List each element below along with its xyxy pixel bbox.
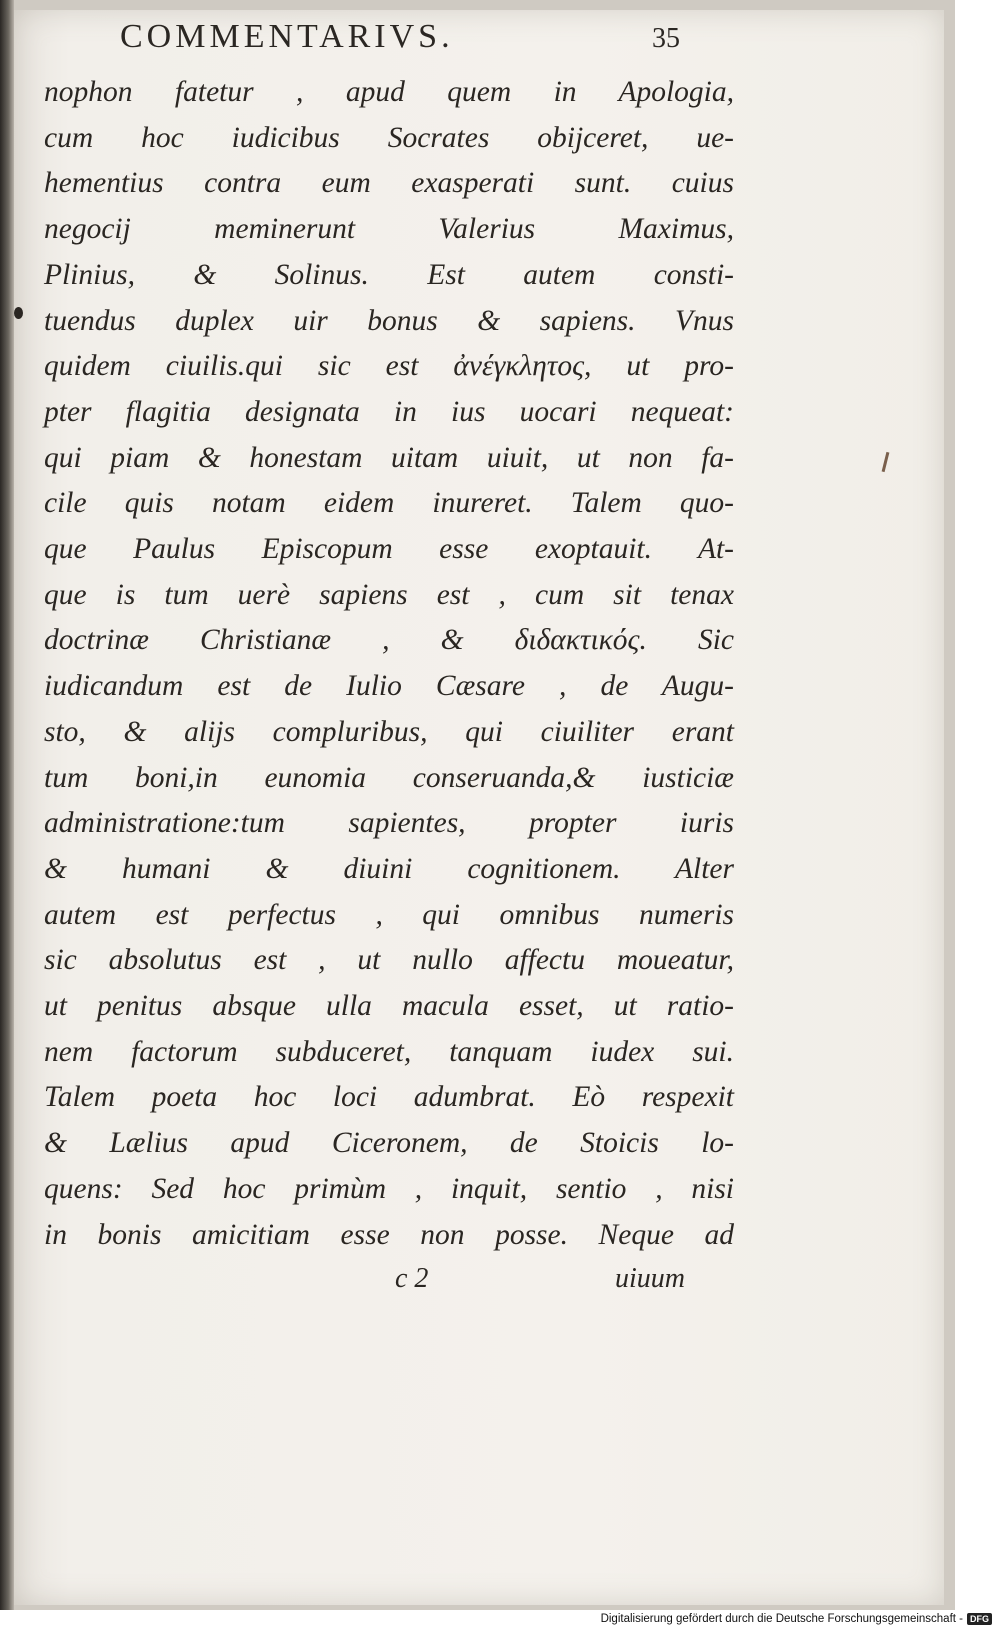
text-line: ut penitus absque ulla macula esset, ut ratio- (44, 990, 734, 1023)
body-text (44, 70, 734, 1258)
text-line: quidem ciuilis.qui sic est ἀνέγκλητος, ut pro- (44, 350, 734, 383)
text-line: sto, & alijs compluribus, qui ciuiliter erant (44, 715, 734, 748)
text-line: administratione:tum sapientes, propter iuris (44, 807, 734, 840)
text-line: sic absolutus est , ut nullo affectu moueatur, (44, 944, 734, 977)
margin-ink-dot (14, 307, 23, 319)
book-gutter (0, 0, 14, 1610)
text-line: qui piam & honestam uitam uiuit, ut non fa- (44, 441, 734, 474)
text-line: tum boni,in eunomia conseruanda,& iusticiæ (44, 761, 734, 794)
text-line: pter flagitia designata in ius uocari nequeat: (44, 395, 734, 428)
text-line: que Paulus Episcopum esse exoptauit. At- (44, 533, 734, 566)
text-line: que is tum uerè sapiens est , cum sit tenax (44, 578, 734, 611)
text-line: negocij meminerunt Valerius Maximus, (44, 213, 734, 246)
text-line: cum hoc iudicibus Socrates obijceret, ue- (44, 121, 734, 154)
text-line: nophon fatetur , apud quem in Apologia, (44, 76, 734, 108)
text-line: & Lælius apud Ciceronem, de Stoicis lo- (44, 1127, 734, 1160)
text-line: nem factorum subduceret, tanquam iudex sui. (44, 1035, 734, 1068)
dfg-logo: DFG (967, 1613, 992, 1625)
text-line: & humani & diuini cognitionem. Alter (44, 852, 734, 885)
text-line: in bonis amicitiam esse non posse. Neque ad (44, 1218, 734, 1251)
text-line: cile quis notam eidem inureret. Talem quo- (44, 487, 734, 520)
catchword: uiuum (615, 1263, 685, 1294)
signature-line (395, 1263, 685, 1295)
text-line: Plinius, & Solinus. Est autem consti- (44, 258, 734, 291)
digitization-footer (601, 1613, 992, 1625)
signature-mark: c 2 (395, 1263, 429, 1294)
text-line: Talem poeta hoc loci adumbrat. Eò respexit (44, 1081, 734, 1114)
page-number: 35 (652, 23, 680, 54)
running-title: COMMENTARIVS. (120, 18, 454, 55)
running-header (120, 18, 680, 56)
text-line: quens: Sed hoc primùm , inquit, sentio , nisi (44, 1172, 734, 1205)
text-line: tuendus duplex uir bonus & sapiens. Vnus (44, 304, 734, 337)
text-line: doctrinæ Christianæ , & διδακτικός. Sic (44, 624, 734, 657)
footer-credit: Digitalisierung gefördert durch die Deutsche Forschungsgemeinschaft - (600, 1613, 963, 1625)
text-line: hementius contra eum exasperati sunt. cuius (44, 167, 734, 200)
text-line: autem est perfectus , qui omnibus numeris (44, 898, 734, 931)
text-line: iudicandum est de Iulio Cæsare , de Augu- (44, 670, 734, 703)
